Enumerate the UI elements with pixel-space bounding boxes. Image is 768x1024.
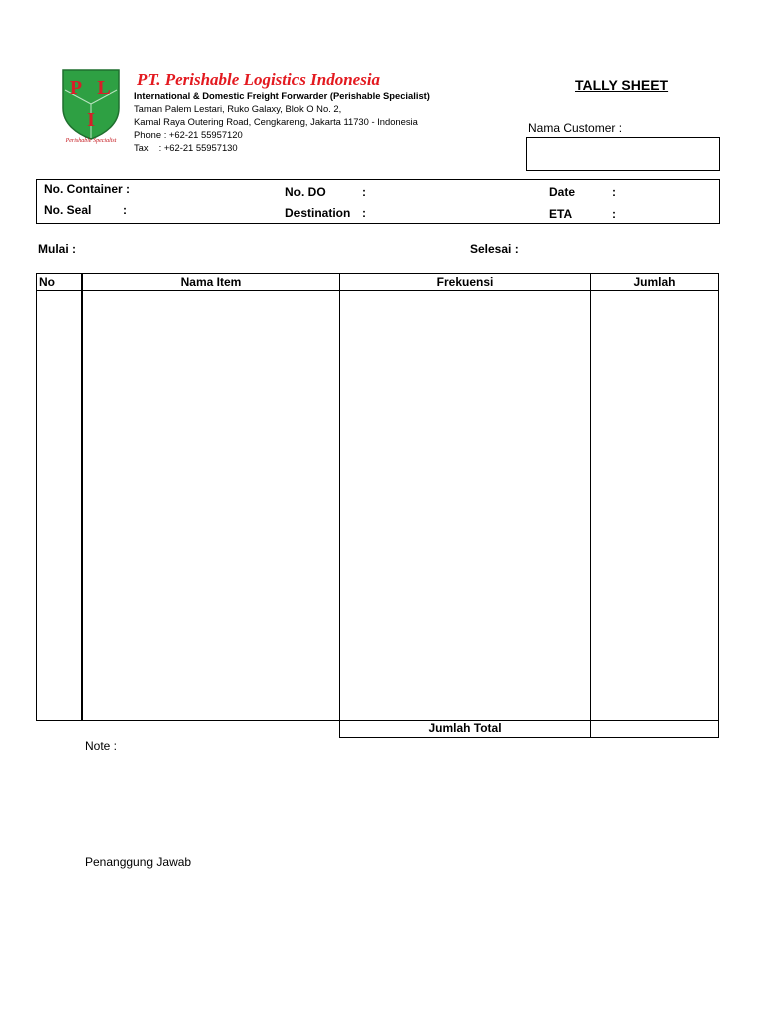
page-title: TALLY SHEET (575, 77, 669, 93)
tax-label: Tax (134, 142, 149, 153)
date-label: Date (549, 185, 576, 199)
logo-tagline: Perishable Specialist (65, 138, 117, 144)
company-tagline: International & Domestic Freight Forwarder (Perishable Specialist) (134, 90, 430, 101)
do-label: No. DO (285, 185, 326, 199)
total-row-bottom-border (339, 737, 719, 738)
phone-line: Phone : +62-21 55957120 (134, 129, 243, 140)
eta-colon: : (612, 207, 616, 221)
header-frekuensi: Frekuensi (436, 275, 494, 289)
company-details (134, 89, 430, 154)
do-colon: : (362, 185, 366, 199)
destination-label: Destination (285, 206, 351, 220)
logo-letter-l: L (97, 77, 111, 99)
company-logo (60, 68, 122, 140)
tax-value: : +62-21 55957130 (158, 142, 238, 153)
address-line-2: Kamal Raya Outering Road, Cengkareng, Jakarta 11730 - Indonesia (134, 116, 418, 127)
date-colon: : (612, 185, 616, 199)
nama-item-column-cell[interactable] (83, 291, 339, 720)
no-column-cell[interactable] (37, 291, 81, 720)
note-label: Note : (85, 739, 118, 753)
jumlah-column-cell[interactable] (591, 291, 718, 720)
jumlah-total-label: Jumlah Total (428, 721, 502, 735)
table-top-border (36, 273, 719, 274)
header-jumlah: Jumlah (633, 275, 676, 289)
header-no: No (39, 275, 55, 289)
customer-field[interactable] (526, 137, 720, 171)
seal-colon: : (123, 203, 127, 217)
table-right-border (718, 273, 719, 738)
header-nama-item: Nama Item (180, 275, 242, 289)
selesai-label: Selesai : (470, 242, 519, 256)
logo-letter-i: I (87, 109, 95, 131)
company-name: PT. Perishable Logistics Indonesia (137, 70, 381, 89)
address-line-1: Taman Palem Lestari, Ruko Galaxy, Blok O No. 2, (134, 103, 342, 114)
frekuensi-column-cell[interactable] (340, 291, 590, 720)
customer-label: Nama Customer : (528, 121, 623, 135)
tax-line (134, 141, 430, 154)
logo-letter-p: P (69, 77, 83, 99)
container-label: No. Container : (44, 182, 130, 196)
eta-label: ETA (549, 207, 573, 221)
jumlah-total-value-cell[interactable] (591, 721, 718, 737)
penanggung-jawab-label: Penanggung Jawab (85, 855, 192, 869)
destination-colon: : (362, 206, 366, 220)
shipment-info-box (36, 179, 720, 224)
mulai-label: Mulai : (38, 242, 76, 256)
seal-label: No. Seal (44, 203, 92, 217)
